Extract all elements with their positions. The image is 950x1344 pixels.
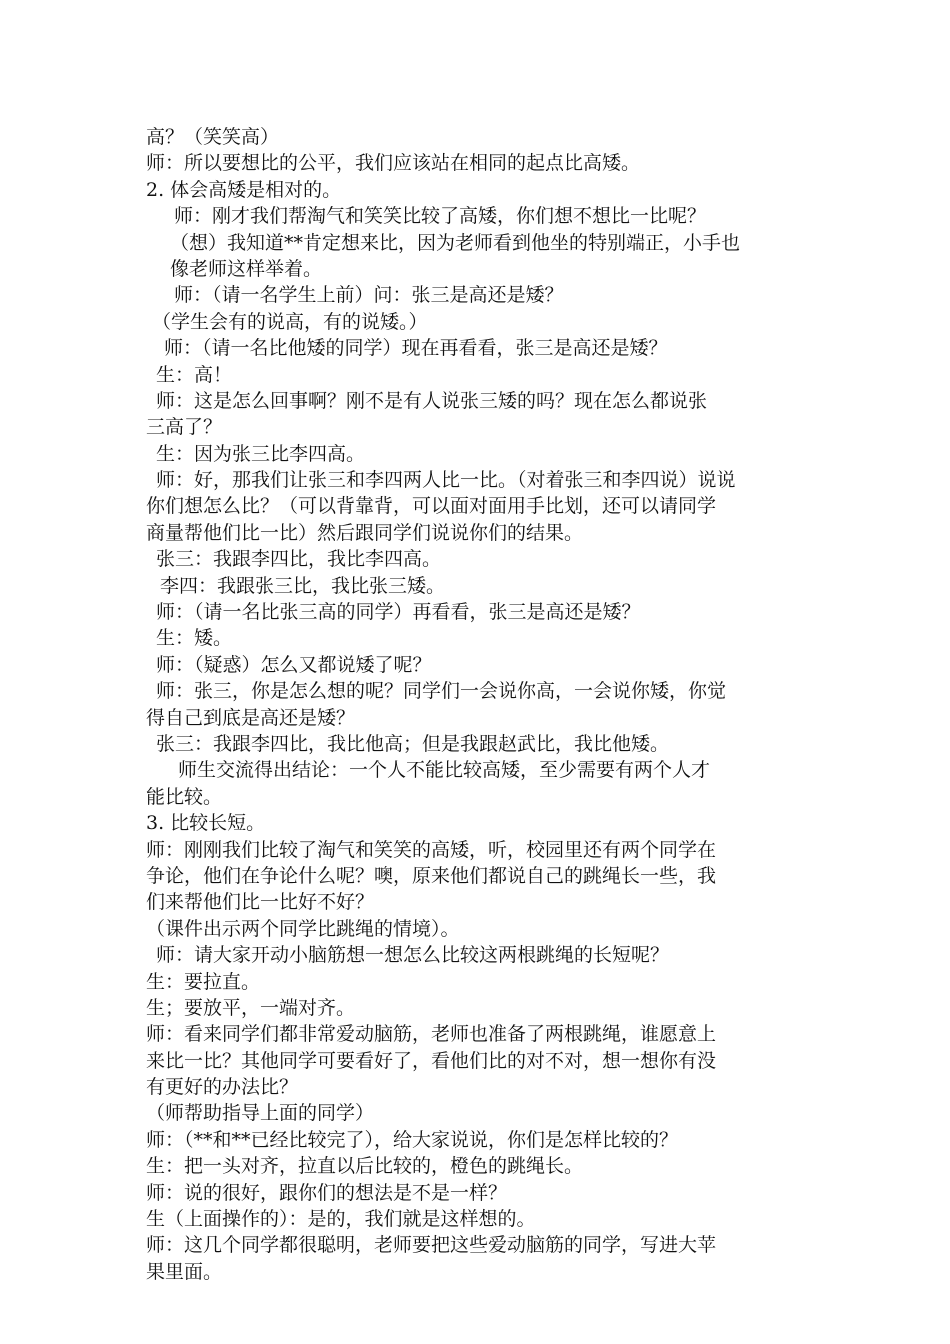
text-line: （师帮助指导上面的同学）: [146, 1102, 375, 1125]
text-line: 生：矮。: [156, 627, 233, 650]
text-line: 师：（请一名比张三高的同学）再看看，张三是高还是矮？: [156, 601, 641, 624]
text-line: 们来帮他们比一比好不好？: [146, 891, 375, 914]
text-line: 师：说的很好，跟你们的想法是不是一样？: [146, 1181, 508, 1204]
section-heading: 2. 体会高矮是相对的。: [146, 178, 342, 201]
text-line: 师：（疑惑）怎么又都说矮了呢？: [156, 653, 432, 676]
text-line: 果里面。: [146, 1260, 223, 1283]
text-line: （学生会有的说高，有的说矮。）: [152, 310, 428, 333]
text-line: 师：刚刚我们比较了淘气和笑笑的高矮，听，校园里还有两个同学在: [146, 838, 717, 861]
section-heading: 3. 比较长短。: [146, 812, 266, 835]
text-line: 得自己到底是高还是矮？: [146, 706, 356, 729]
text-line: （想）我知道**肯定想来比，因为老师看到他坐的特别端正，小手也: [170, 231, 741, 254]
text-line: 张三：我跟李四比，我比李四高。: [156, 548, 442, 571]
text-line: 生：把一头对齐，拉直以后比较的，橙色的跳绳长。: [146, 1155, 584, 1178]
text-line: 生；要放平，一端对齐。: [146, 996, 356, 1019]
text-line: 你们想怎么比？（可以背靠背，可以面对面用手比划，还可以请同学: [146, 495, 717, 518]
text-line: 像老师这样举着。: [170, 257, 323, 280]
text-line: 师：这几个同学都很聪明，老师要把这些爱动脑筋的同学，写进大苹: [146, 1234, 717, 1257]
text-line: 生：高！: [156, 363, 233, 386]
text-line: 师：（请一名比他矮的同学）现在再看看，张三是高还是矮？: [164, 337, 668, 360]
text-line: 李四：我跟张三比，我比张三矮。: [160, 574, 446, 597]
text-line: 师：看来同学们都非常爱动脑筋，老师也准备了两根跳绳，谁愿意上: [146, 1023, 717, 1046]
text-line: 师生交流得出结论：一个人不能比较高矮，至少需要有两个人才: [178, 759, 711, 782]
text-line: 争论，他们在争论什么呢？噢，原来他们都说自己的跳绳长一些，我: [146, 864, 717, 887]
text-line: 来比一比？其他同学可要看好了，看他们比的对不对，想一想你有没: [146, 1049, 717, 1072]
text-line: 生（上面操作的）：是的，我们就是这样想的。: [146, 1208, 536, 1231]
text-line: （课件出示两个同学比跳绳的情境）。: [146, 917, 460, 940]
text-line: 张三：我跟李四比，我比他高；但是我跟赵武比，我比他矮。: [156, 732, 670, 755]
document-body: [146, 124, 814, 1285]
text-line: 师：张三，你是怎么想的呢？同学们一会说你高，一会说你矮，你觉: [156, 680, 727, 703]
text-line: 师：所以要想比的公平，我们应该站在相同的起点比高矮。: [146, 152, 641, 175]
text-line: 师：好，那我们让张三和李四两人比一比。（对着张三和李四说）说说: [156, 469, 736, 492]
text-line: 能比较。: [146, 785, 223, 808]
text-line: 商量帮他们比一比）然后跟同学们说说你们的结果。: [146, 521, 584, 544]
text-line: 师：这是怎么回事啊？刚不是有人说张三矮的吗？现在怎么都说张: [156, 389, 708, 412]
text-line: 师：刚才我们帮淘气和笑笑比较了高矮，你们想不想比一比呢？: [174, 205, 707, 228]
text-line: 生：因为张三比李四高。: [156, 442, 366, 465]
text-line: 三高了？: [146, 416, 223, 439]
text-line: 师：（**和**已经比较完了），给大家说说，你们是怎样比较的？: [146, 1128, 679, 1151]
text-line: 有更好的办法比？: [146, 1076, 299, 1099]
text-line: 师：（请一名学生上前）问：张三是高还是矮？: [174, 284, 564, 307]
text-line: 生：要拉直。: [146, 970, 261, 993]
text-line: 师：请大家开动小脑筋想一想怎么比较这两根跳绳的长短呢？: [156, 944, 670, 967]
text-line: 高？（笑笑高）: [146, 126, 280, 148]
